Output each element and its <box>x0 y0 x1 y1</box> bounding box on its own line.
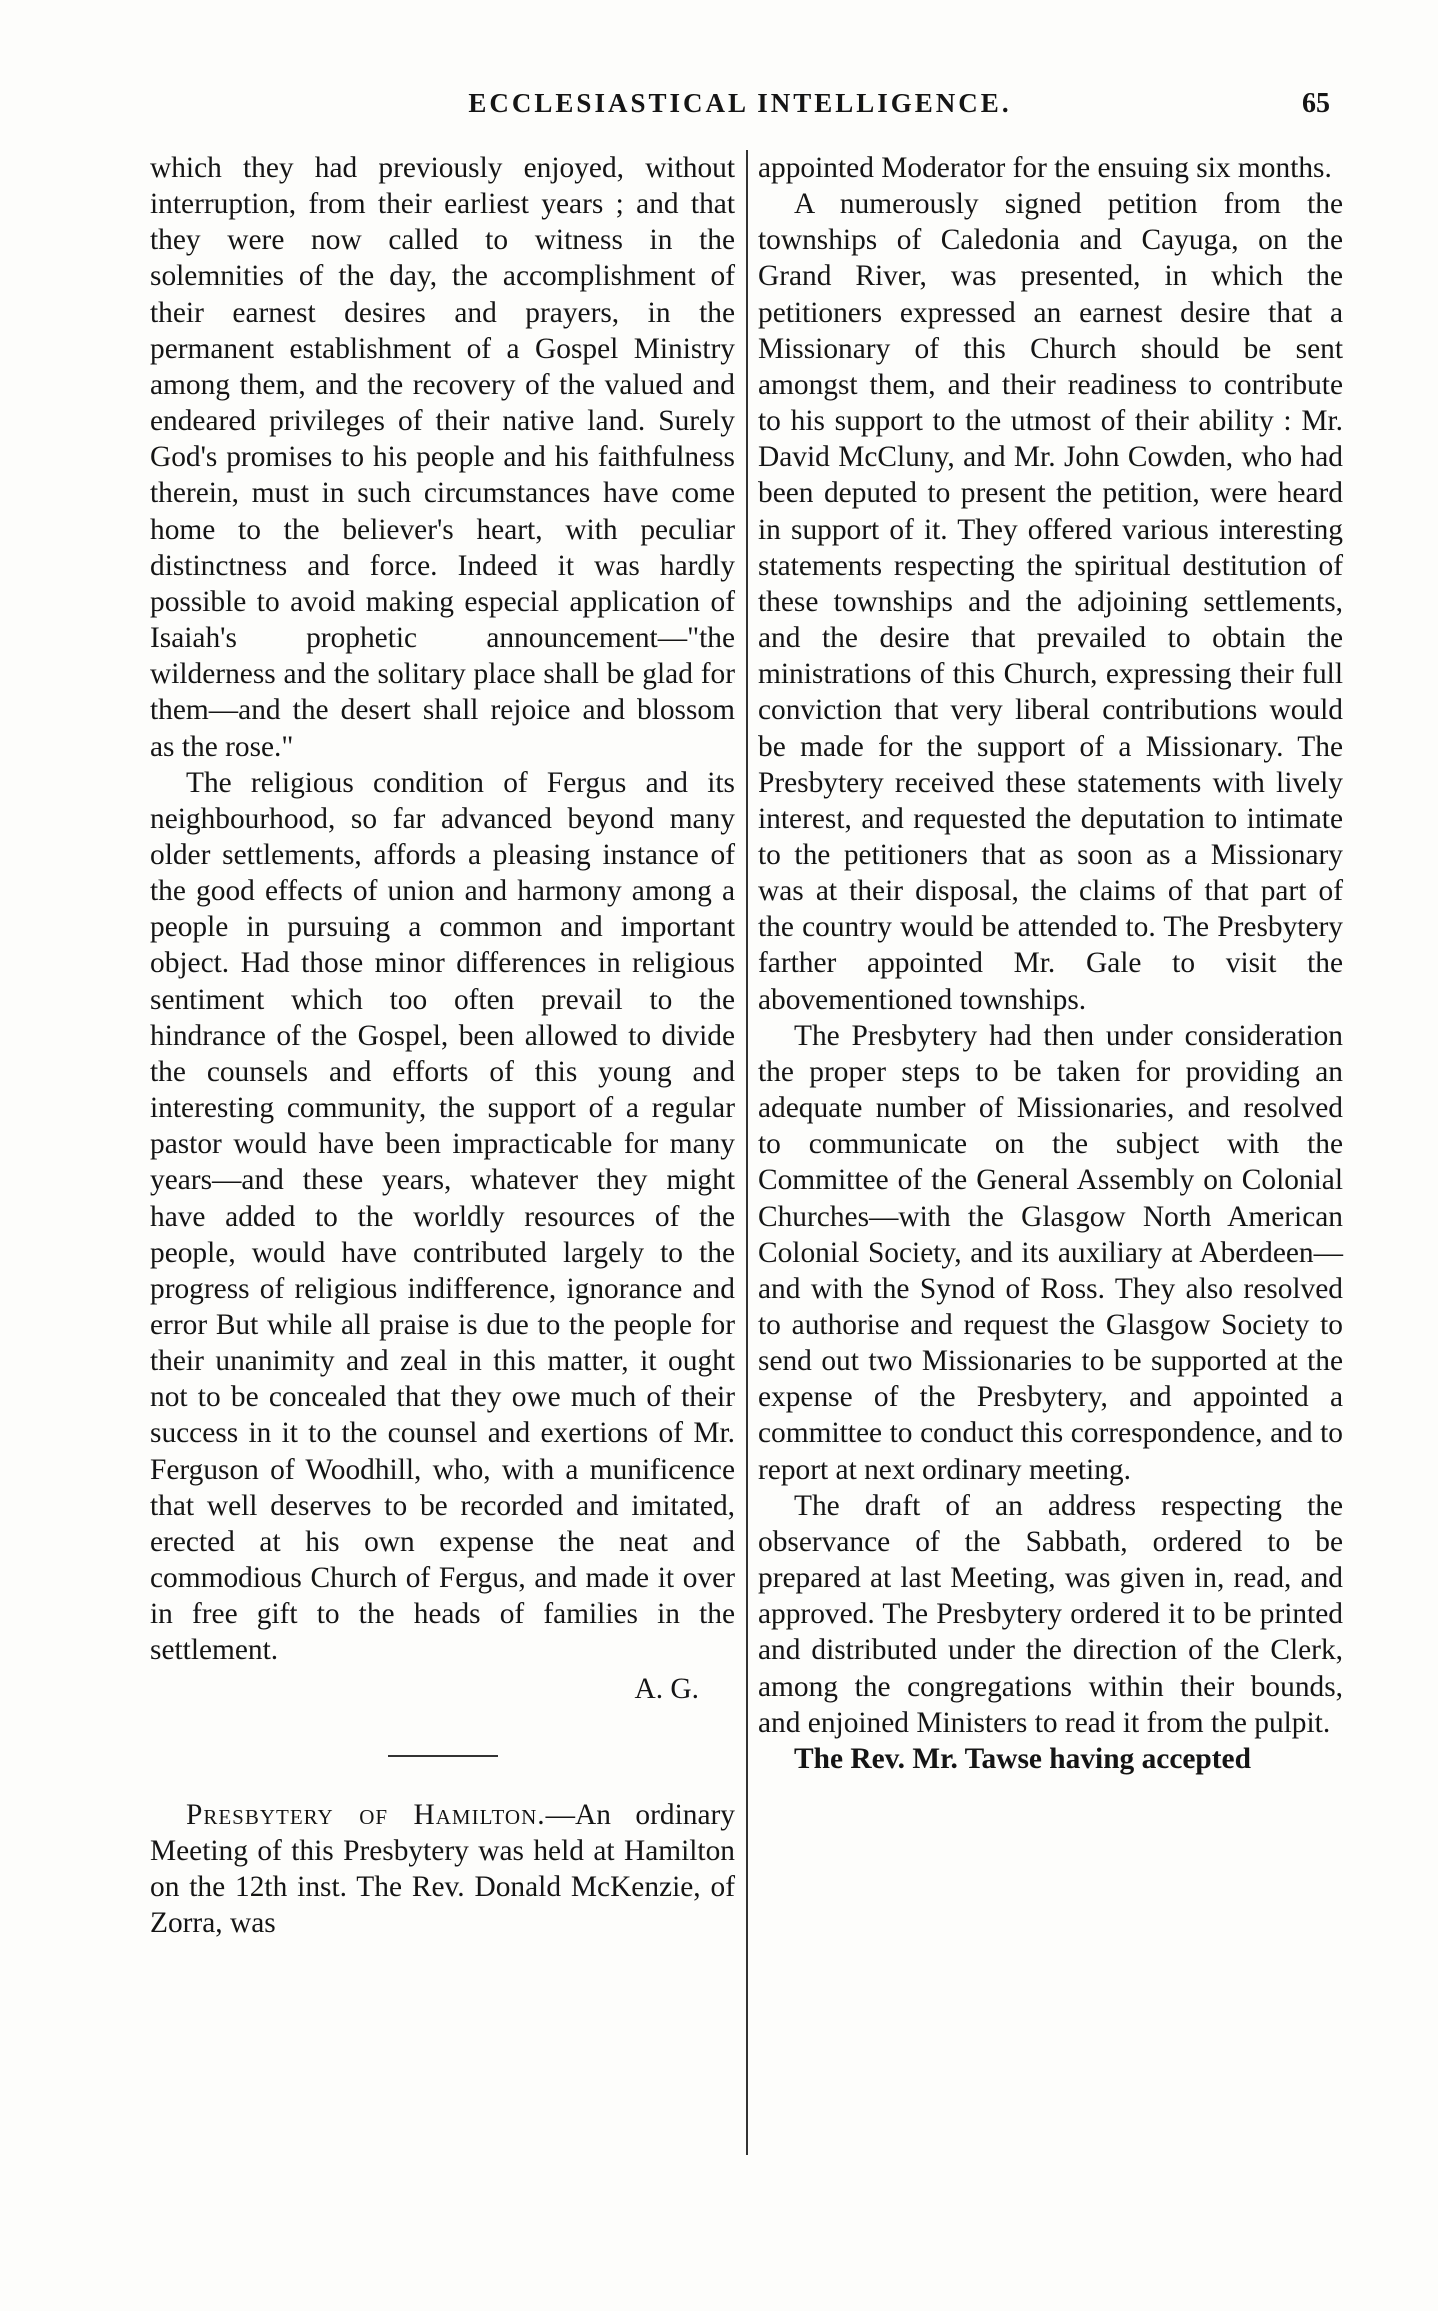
presbytery-heading: Presbytery of Hamilton. <box>186 1798 546 1831</box>
right-paragraph-1: appointed Moderator for the ensuing six months. <box>758 152 1332 184</box>
right-paragraph-3: The Presbytery had then under consideration the proper steps to be taken for providing an adequate number of Missionaries, and resolved to communicate on the subject with the Committee of the General Assembly on Colonial Churches—with the Glasgow North American Colonial Society, and its auxiliary at Aberdeen—and with the Synod of Ross. They also resolved to authorise and request the Glasgow Society to send out two Missionaries to be supported at the expense of the Presbytery, and appointed a committee to conduct this correspondence, and to report at next ordinary meeting. <box>758 1019 1343 1486</box>
column-divider <box>746 150 748 2155</box>
left-column <box>150 150 735 1941</box>
right-paragraph-2: A numerously signed petition from the townships of Caledonia and Cayuga, on the Grand River, was presented, in which the petitioners expressed an earnest desire that a Missionary of this Church should be sent amongst them, and their readiness to contribute to his support to the utmost of their ability : Mr. David McCluny, and Mr. John Cowden, who had been deputed to present the petition, were heard in support of it. They offered various interesting statements respecting the spiritual destitution of these townships and the adjoining settlements, and the desire that prevailed to obtain the ministrations of this Church, expressing their full conviction that very liberal contributions would be made for the support of a Missionary. The Presbytery received these statements with lively interest, and requested the deputation to intimate to the petitioners that as soon as a Missionary was at their disposal, the claims of that part of the country would be attended to. The Presbytery farther appointed Mr. Gale to visit the abovementioned townships. <box>758 188 1343 1016</box>
right-column <box>758 150 1343 1777</box>
left-paragraph-3 <box>150 1797 735 1942</box>
right-paragraph-4: The draft of an address respecting the observance of the Sabbath, ordered to be prepared at last Meeting, was given in, read, and approved. The Presbytery ordered it to be printed and distributed under the direction of the Clerk, among the congregations within their bounds, and enjoined Ministers to read it from the pulpit. <box>758 1489 1343 1739</box>
presbytery-intro-text: —An ordinary Meeting of this Presbytery was held at Hamilton on the 12th inst. The Rev. Donald McKenzie, of Zorra, was <box>150 1798 735 1940</box>
left-paragraph-2: The religious condition of Fergus and its neighbourhood, so far advanced beyond many older settlements, affords a pleasing instance of the good effects of union and harmony among a people in pursuing a common and important object. Had those minor differences in religious sentiment which too often prevail to the hindrance of the Gospel, been allowed to divide the counsels and efforts of this young and interesting community, the support of a regular pastor would have been impracticable for many years—and these years, whatever they might have added to the worldly resources of the people, would have contributed largely to the progress of religious indifference, ignorance and error But while all praise is due to the people for their unanimity and zeal in this matter, it ought not to be concealed that they owe much of their success in it to the counsel and exertions of Mr. Ferguson of Woodhill, who, with a munificence that well deserves to be recorded and imitated, erected at his own expense the neat and commodious Church of Fergus, and made it over in free gift to the heads of families in the settlement. <box>150 766 735 1667</box>
section-divider <box>388 1755 498 1757</box>
page-number: 65 <box>1302 88 1330 119</box>
right-paragraph-5: The Rev. Mr. Tawse having accepted <box>794 1742 1251 1775</box>
article-signature: A. G. <box>634 1672 699 1705</box>
running-title: ECCLESIASTICAL INTELLIGENCE. <box>468 88 1012 118</box>
page-header <box>150 88 1330 132</box>
left-paragraph-1: which they had previously enjoyed, without interruption, from their earliest years ; and that they were now called to witness in the solemnities of the day, the accomplishment of their earnest desires and prayers, in the permanent establishment of a Gospel Ministry among them, and the recovery of the valued and endeared privileges of their native land. Surely God's promises to his people and his faithfulness therein, must in such circumstances have come home to the believer's heart, with peculiar distinctness and force. Indeed it was hardly possible to avoid making especial application of Isaiah's prophetic announcement—"the wilderness and the solitary place shall be glad for them—and the desert shall rejoice and blossom as the rose." <box>150 152 735 763</box>
